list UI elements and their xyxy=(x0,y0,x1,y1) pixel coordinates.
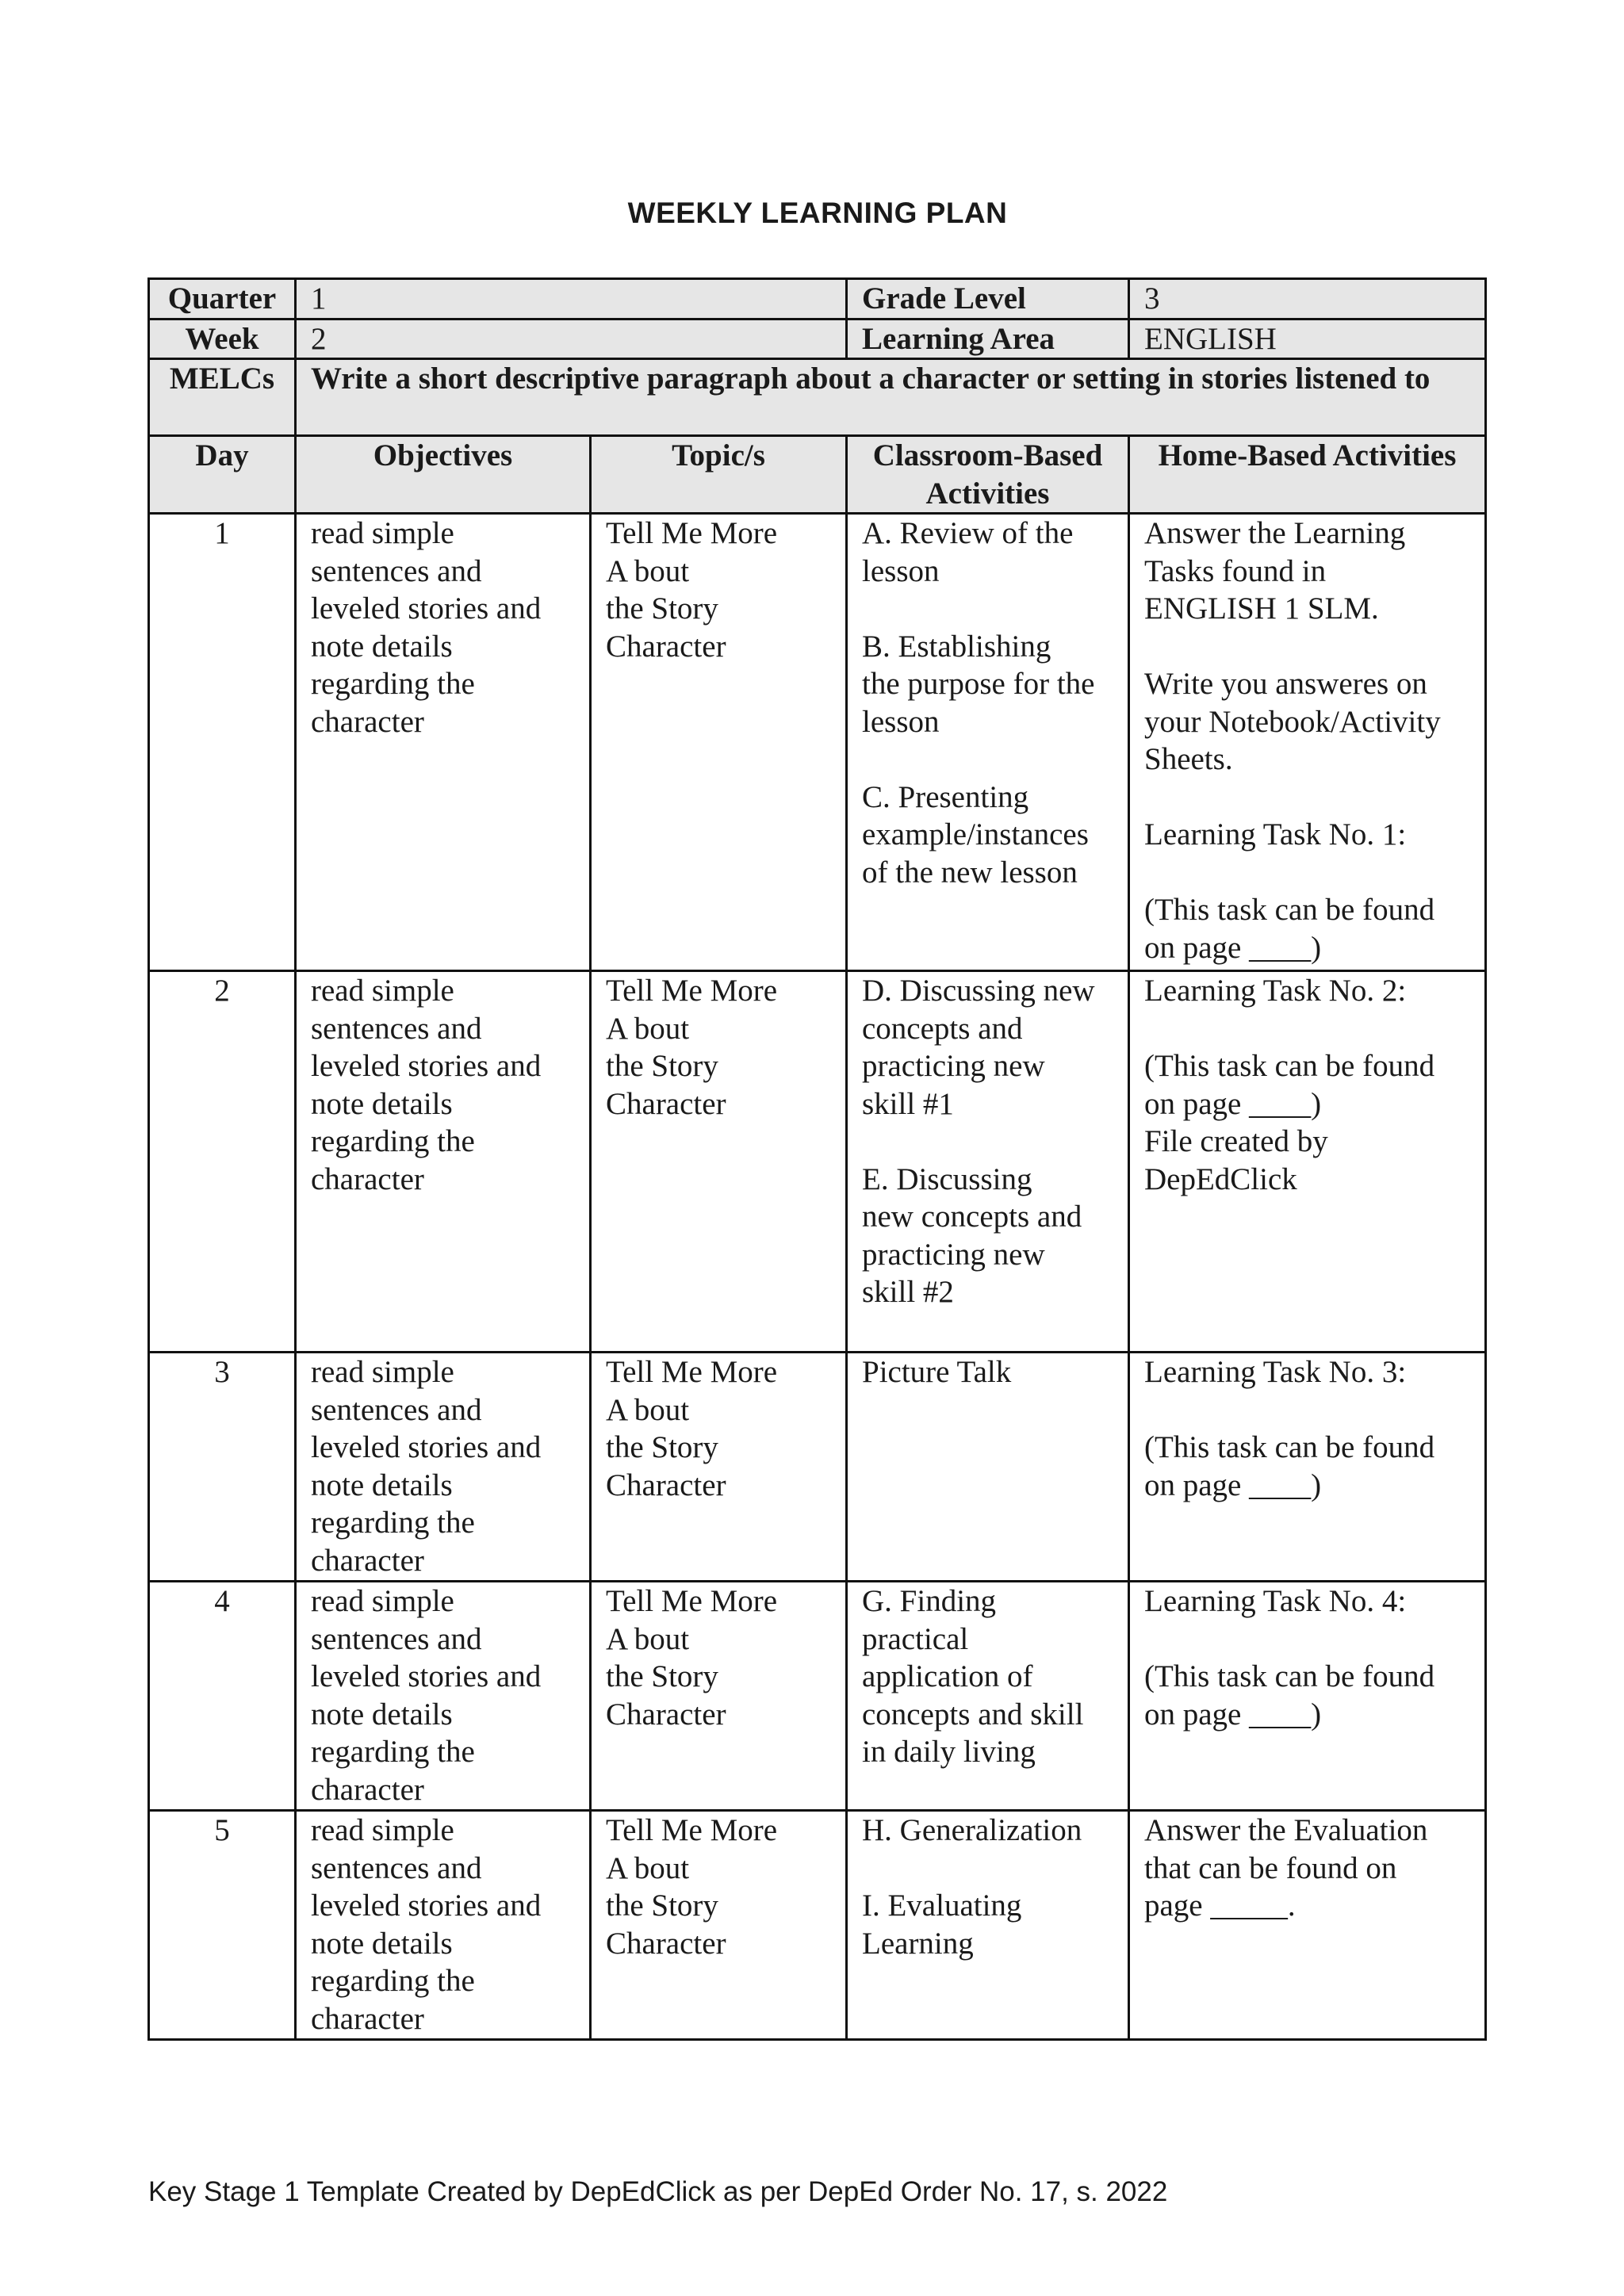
header-classroom-activities: Classroom-Based Activities xyxy=(847,436,1129,514)
day-number: 2 xyxy=(149,971,296,1353)
cell-line: Character xyxy=(606,629,726,664)
cell-line: Tell Me More xyxy=(606,1584,778,1618)
cell-line: skill #1 xyxy=(862,1086,954,1121)
cell-line: leveled stories and xyxy=(311,1049,542,1083)
cell-line: character xyxy=(311,1161,424,1196)
cell-line: Learning Task No. 1: xyxy=(1144,817,1407,851)
cell-line: application of xyxy=(862,1659,1033,1693)
topics-cell xyxy=(591,971,847,1353)
paragraph-gap xyxy=(1144,854,1470,892)
objectives-cell xyxy=(296,514,591,971)
header-topics: Topic/s xyxy=(591,436,847,514)
header-row xyxy=(149,436,1486,514)
footer-note: Key Stage 1 Template Created by DepEdClick as per DepEd Order No. 17, s. 2022 xyxy=(148,2176,1168,2207)
cell-line: Sheets. xyxy=(1144,742,1233,776)
cell-line: Picture Talk xyxy=(862,1355,1012,1389)
day-rows xyxy=(149,514,1486,2040)
classroom-activities-cell xyxy=(847,1582,1129,1811)
cell-line: the Story xyxy=(606,1049,718,1083)
paragraph-gap xyxy=(862,1123,1113,1161)
quarter-label: Quarter xyxy=(149,279,296,320)
cell-line: (This task can be found xyxy=(1144,1049,1435,1083)
cell-line: character xyxy=(311,1772,424,1807)
cell-line: character xyxy=(311,2001,424,2036)
home-activities-cell xyxy=(1129,514,1486,971)
topics-cell xyxy=(591,1811,847,2040)
cell-line: your Notebook/Activity xyxy=(1144,704,1441,739)
cell-line: practical xyxy=(862,1621,969,1656)
melcs-value: Write a short descriptive paragraph about a character or setting in stories listened to xyxy=(296,359,1486,436)
paragraph-gap xyxy=(1144,779,1470,817)
cell-line: File created by xyxy=(1144,1124,1328,1158)
cell-line: the Story xyxy=(606,591,718,626)
cell-line: Tasks found in xyxy=(1144,553,1327,588)
cell-line: on page ____) xyxy=(1144,1697,1322,1732)
cell-line: G. Finding xyxy=(862,1584,997,1618)
objectives-cell xyxy=(296,971,591,1353)
objectives-cell xyxy=(296,1353,591,1582)
day-number: 5 xyxy=(149,1811,296,2040)
day-row xyxy=(149,971,1486,1353)
cell-line: Learning Task No. 4: xyxy=(1144,1584,1407,1618)
cell-line: that can be found on xyxy=(1144,1850,1397,1885)
document-title: WEEKLY LEARNING PLAN xyxy=(627,197,1008,229)
cell-line: sentences and xyxy=(311,1621,482,1656)
cell-line: lesson xyxy=(862,704,940,739)
cell-line: character xyxy=(311,704,424,739)
grade-level-value: 3 xyxy=(1129,279,1486,320)
classroom-activities-cell xyxy=(847,514,1129,971)
week-label: Week xyxy=(149,319,296,359)
cell-line: leveled stories and xyxy=(311,1659,542,1693)
melcs-row xyxy=(149,359,1486,436)
cell-line: Character xyxy=(606,1468,726,1502)
home-activities-cell xyxy=(1129,1582,1486,1811)
day-row xyxy=(149,1353,1486,1582)
cell-line: note details xyxy=(311,1697,453,1732)
cell-line: regarding the xyxy=(311,1124,475,1158)
cell-line: in daily living xyxy=(862,1735,1036,1769)
cell-line: sentences and xyxy=(311,1392,482,1427)
classroom-activities-cell xyxy=(847,971,1129,1353)
cell-line: regarding the xyxy=(311,1735,475,1769)
cell-line: note details xyxy=(311,1926,453,1961)
cell-line: new concepts and xyxy=(862,1200,1082,1234)
cell-line: ENGLISH 1 SLM. xyxy=(1144,591,1379,626)
topics-cell xyxy=(591,1582,847,1811)
paragraph-gap xyxy=(1144,1391,1470,1429)
cell-line: read simple xyxy=(311,1813,454,1847)
cell-line: on page ____) xyxy=(1144,930,1322,965)
cell-line: on page ____) xyxy=(1144,1086,1322,1121)
cell-line: of the new lesson xyxy=(862,855,1078,890)
learning-plan-table xyxy=(147,277,1487,2041)
cell-line: B. Establishing xyxy=(862,629,1051,664)
cell-line: A bout xyxy=(606,1850,690,1885)
cell-line: character xyxy=(311,1543,424,1578)
cell-line: Learning Task No. 2: xyxy=(1144,974,1407,1008)
cell-line: Learning xyxy=(862,1926,974,1961)
cell-line: A bout xyxy=(606,553,690,588)
cell-line: practicing new xyxy=(862,1049,1045,1083)
classroom-activities-cell xyxy=(847,1811,1129,2040)
header-objectives: Objectives xyxy=(296,436,591,514)
cell-line: Learning Task No. 3: xyxy=(1144,1355,1407,1389)
cell-line: C. Presenting xyxy=(862,779,1029,814)
cell-line: read simple xyxy=(311,1584,454,1618)
cell-line: read simple xyxy=(311,1355,454,1389)
melcs-label: MELCs xyxy=(149,359,296,436)
grade-level-label: Grade Level xyxy=(847,279,1129,320)
learning-area-label: Learning Area xyxy=(847,319,1129,359)
cell-line: concepts and skill xyxy=(862,1697,1084,1732)
cell-line: A bout xyxy=(606,1392,690,1427)
cell-line: sentences and xyxy=(311,1011,482,1046)
paragraph-gap xyxy=(862,740,1113,779)
paragraph-gap xyxy=(862,590,1113,628)
cell-line: on page ____) xyxy=(1144,1468,1322,1502)
cell-line: the purpose for the xyxy=(862,667,1095,701)
cell-line: leveled stories and xyxy=(311,1430,542,1464)
cell-line: note details xyxy=(311,629,453,664)
paragraph-gap xyxy=(1144,1621,1470,1659)
cell-line: DepEdClick xyxy=(1144,1161,1297,1196)
cell-line: practicing new xyxy=(862,1237,1045,1272)
cell-line: the Story xyxy=(606,1888,718,1923)
classroom-activities-cell xyxy=(847,1353,1129,1582)
cell-line: (This task can be found xyxy=(1144,893,1435,927)
cell-line: Write you answeres on xyxy=(1144,667,1427,701)
cell-line: Tell Me More xyxy=(606,974,778,1008)
cell-line: note details xyxy=(311,1086,453,1121)
day-number: 4 xyxy=(149,1582,296,1811)
cell-line: I. Evaluating xyxy=(862,1888,1022,1923)
quarter-value: 1 xyxy=(296,279,847,320)
cell-line: regarding the xyxy=(311,667,475,701)
cell-line: the Story xyxy=(606,1430,718,1464)
topics-cell xyxy=(591,1353,847,1582)
cell-line: example/instances xyxy=(862,817,1089,851)
cell-line: sentences and xyxy=(311,1850,482,1885)
cell-line: leveled stories and xyxy=(311,1888,542,1923)
cell-line: Character xyxy=(606,1926,726,1961)
cell-line: Tell Me More xyxy=(606,1813,778,1847)
cell-line: concepts and xyxy=(862,1011,1023,1046)
day-number: 3 xyxy=(149,1353,296,1582)
cell-line: read simple xyxy=(311,516,454,550)
cell-line: Character xyxy=(606,1697,726,1732)
cell-line: Tell Me More xyxy=(606,1355,778,1389)
day-row xyxy=(149,514,1486,971)
cell-line: lesson xyxy=(862,553,940,588)
cell-line: skill #2 xyxy=(862,1275,954,1309)
day-number: 1 xyxy=(149,514,296,971)
cell-line: leveled stories and xyxy=(311,591,542,626)
objectives-cell xyxy=(296,1582,591,1811)
week-value: 2 xyxy=(296,319,847,359)
topics-cell xyxy=(591,514,847,971)
paragraph-gap xyxy=(862,1850,1113,1888)
objectives-cell xyxy=(296,1811,591,2040)
cell-line: A. Review of the xyxy=(862,516,1074,550)
home-activities-cell xyxy=(1129,971,1486,1353)
paragraph-gap xyxy=(1144,1010,1470,1048)
cell-line: page _____. xyxy=(1144,1888,1296,1923)
cell-line: E. Discussing xyxy=(862,1161,1032,1196)
home-activities-cell xyxy=(1129,1811,1486,2040)
cell-line: D. Discussing new xyxy=(862,974,1095,1008)
header-day: Day xyxy=(149,436,296,514)
day-row xyxy=(149,1811,1486,2040)
cell-line: A bout xyxy=(606,1011,690,1046)
cell-line: H. Generalization xyxy=(862,1813,1082,1847)
cell-line: Character xyxy=(606,1086,726,1121)
cell-line: regarding the xyxy=(311,1964,475,1998)
cell-line: read simple xyxy=(311,974,454,1008)
header-home-activities: Home-Based Activities xyxy=(1129,436,1486,514)
cell-line: regarding the xyxy=(311,1506,475,1540)
cell-line: (This task can be found xyxy=(1144,1430,1435,1464)
cell-line: A bout xyxy=(606,1621,690,1656)
cell-line: (This task can be found xyxy=(1144,1659,1435,1693)
cell-line: Tell Me More xyxy=(606,516,778,550)
cell-line: the Story xyxy=(606,1659,718,1693)
quarter-row xyxy=(149,279,1486,320)
paragraph-gap xyxy=(1144,628,1470,666)
home-activities-cell xyxy=(1129,1353,1486,1582)
learning-area-value: ENGLISH xyxy=(1129,319,1486,359)
cell-line: note details xyxy=(311,1468,453,1502)
cell-line: sentences and xyxy=(311,553,482,588)
cell-line: Answer the Learning xyxy=(1144,516,1406,550)
cell-line: Answer the Evaluation xyxy=(1144,1813,1428,1847)
week-row xyxy=(149,319,1486,359)
day-row xyxy=(149,1582,1486,1811)
